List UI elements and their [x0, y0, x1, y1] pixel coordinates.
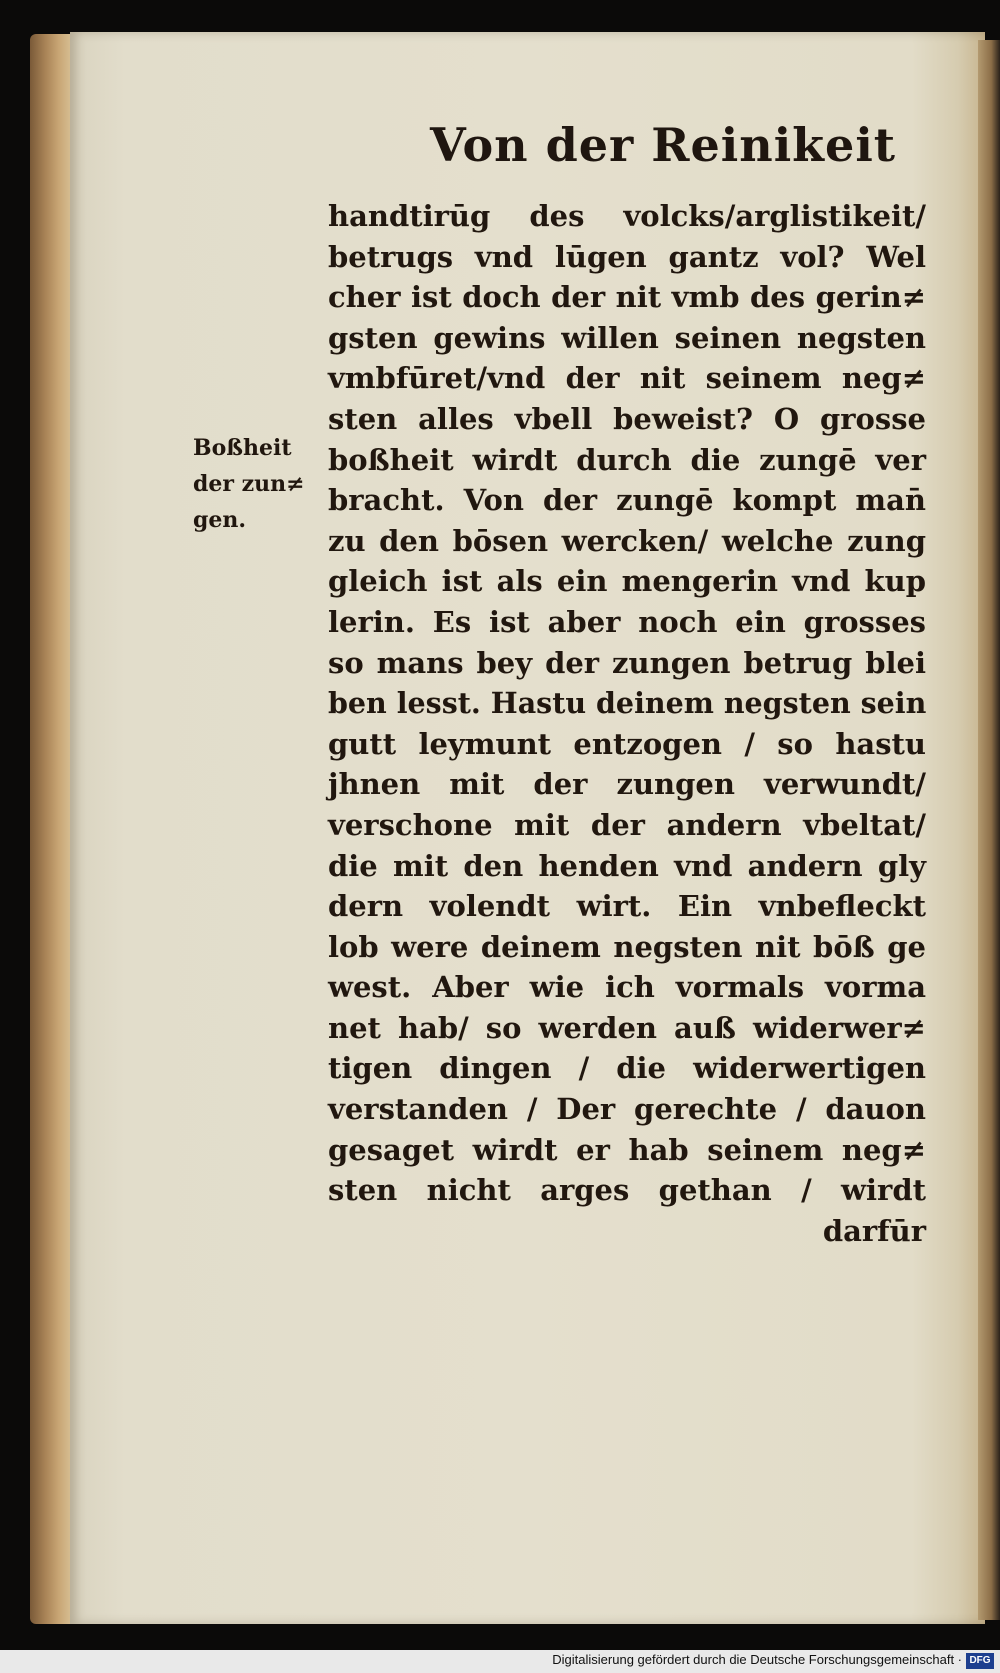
text-line: west. Aber wie ich vormals vorma — [328, 970, 926, 1005]
funding-credit: Digitalisierung gefördert durch die Deutsche Forschungsgemeinschaft · — [552, 1652, 962, 1667]
text-line: lerin. Es ist aber noch ein grosses — [328, 604, 926, 639]
text-line: gesaget wirdt er hab seinem neg≠ — [328, 1132, 926, 1167]
text-line: die mit den henden vnd andern gly — [328, 848, 926, 883]
text-line: lob were deinem negsten nit bōß ge — [328, 929, 926, 964]
text-line: zu den bōsen wercken/ welche zung — [328, 523, 926, 558]
marginal-note — [193, 430, 315, 538]
body-text — [328, 196, 926, 1251]
text-line: dern volendt wirt. Ein vnbefleckt — [328, 889, 926, 924]
marginal-note-line: Boßheit — [193, 435, 292, 461]
text-line: gutt leymunt entzogen / so hastu — [328, 726, 926, 761]
text-line: cher ist doch der nit vmb des gerin≠ — [328, 280, 926, 315]
catchword: darfūr — [822, 1213, 926, 1248]
text-line: so mans bey der zungen betrug blei — [328, 645, 926, 680]
text-line: gleich ist als ein mengerin vnd kup — [328, 564, 926, 599]
text-line: ben lesst. Hastu deinem negsten sein — [328, 686, 927, 721]
text-line: boßheit wirdt durch die zungē ver — [328, 442, 926, 477]
text-line: sten nicht arges gethan / wirdt — [328, 1173, 926, 1208]
marginal-note-line: der zun≠ — [193, 471, 305, 497]
text-line: bracht. Von der zungē kompt man̄ — [328, 483, 926, 518]
text-line: handtirūg des volcks/arglistikeit/ — [328, 199, 926, 233]
text-line: verschone mit der andern vbeltat/ — [328, 807, 926, 842]
text-line: tigen dingen / die widerwertigen — [328, 1051, 926, 1086]
running-head: Von der Reinikeit — [430, 118, 897, 172]
footer-bar — [0, 1650, 1000, 1673]
text-line: betrugs vnd lūgen gantz vol? Wel — [328, 239, 926, 274]
text-line: sten alles vbell beweist? O grosse — [328, 401, 926, 436]
marginal-note-line: gen. — [193, 507, 247, 533]
text-line: jhnen mit der zungen verwundt/ — [328, 767, 926, 802]
text-line: vmbfūret/vnd der nit seinem neg≠ — [328, 361, 926, 396]
text-line: gsten gewins willen seinen negsten — [328, 320, 926, 355]
book-edge-right — [978, 40, 1000, 1620]
text-line: verstanden / Der gerechte / dauon — [328, 1092, 926, 1127]
dfg-logo-icon: DFG — [966, 1653, 994, 1669]
text-line: net hab/ so werden auß widerwer≠ — [328, 1010, 926, 1045]
